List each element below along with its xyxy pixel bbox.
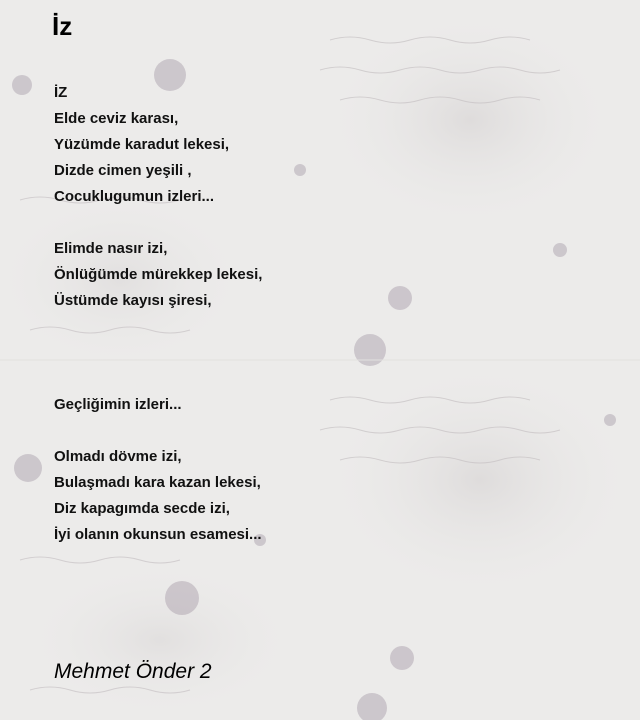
poem-line: Önlüğümde mürekkep lekesi, [54, 266, 263, 283]
poem-blank-line [54, 418, 614, 444]
poem-line: Geçliğimin izleri... [54, 396, 182, 413]
poem-line: İZ [54, 84, 68, 101]
poem-line: Olmadı dövme izi, [54, 448, 182, 465]
poem-line: Cocuklugumun izleri... [54, 188, 215, 205]
poem-line: Elde ceviz karası, [54, 110, 179, 127]
poem-blank-line [54, 314, 614, 340]
poem-blank-line [54, 340, 614, 366]
poem-line: Elimde nasır izi, [54, 240, 168, 257]
poem-title: İz [52, 11, 73, 41]
poem-line: Üstümde kayısı şiresi, [54, 292, 212, 309]
poem-blank-line [54, 210, 614, 236]
poem-line: Bulaşmadı kara kazan lekesi, [54, 474, 261, 491]
poem-blank-line [54, 366, 614, 392]
poem-line: Diz kapagımda secde izi, [54, 500, 230, 517]
poem-line: Dizde cimen yeşili , [54, 162, 192, 179]
author-name: Mehmet Önder 2 [54, 660, 212, 683]
poem-body [54, 80, 614, 548]
poem-line: İyi olanın okunsun esamesi... [54, 526, 262, 543]
poem-line: Yüzümde karadut lekesi, [54, 136, 230, 153]
